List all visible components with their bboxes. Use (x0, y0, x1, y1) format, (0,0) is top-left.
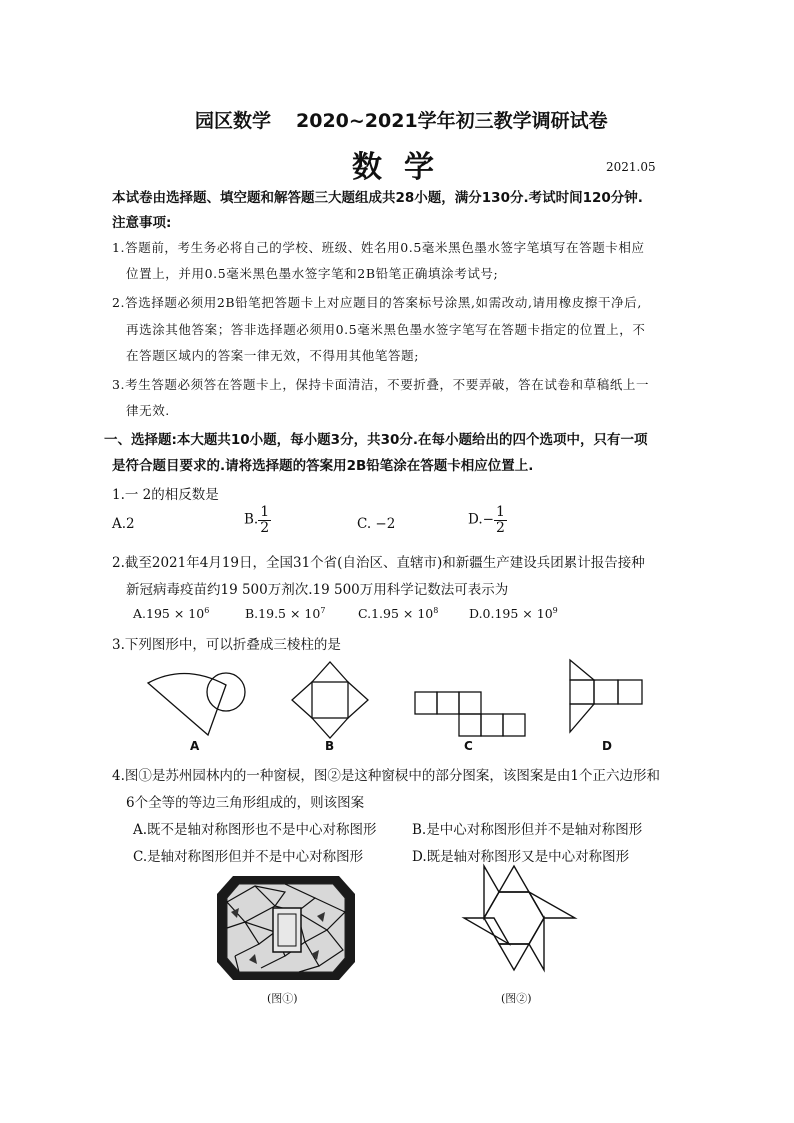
q3-label-b: B (325, 739, 335, 753)
q4-option-d: D.既是轴对称图形又是中心对称图形 (412, 849, 630, 865)
q4-line-1: 4.图①是苏州园林内的一种窗棂，图②是这种窗棂中的部分图案，该图案是由1个正六边形和 (112, 768, 660, 784)
q1-option-b: B. $\frac{1}{2}$ (244, 504, 270, 536)
note-2-line-1: 2.答选择题必须用2B铅笔把答题卡上对应题目的答案标号涂黑,如需改动,请用橡皮擦干净后, (112, 295, 642, 310)
exam-date: 2021.05 (606, 160, 656, 174)
note-3-line-1: 3.考生答题必须答在答题卡上，保持卡面清洁，不要折叠，不要弄破，答在试卷和草稿纸上一 (112, 377, 650, 392)
note-2-line-3: 在答题区域内的答案一律无效，不得用其他笔答题; (126, 348, 420, 363)
exam-title-right: 2020~2021学年初三教学调研试卷 (296, 110, 608, 132)
note-3-line-2: 律无效. (126, 403, 170, 418)
q3-label-a: A (190, 739, 200, 753)
q4-line-2: 6个全等的等边三角形组成的，则该图案 (126, 795, 365, 811)
q4-option-c: C.是轴对称图形但并不是中心对称图形 (133, 849, 364, 865)
q2-option-d: $D.0.195 \times 10^9$ (469, 606, 558, 622)
q3-figure-d (566, 658, 651, 738)
q1-option-c: C. −2 (357, 516, 396, 532)
q2-option-c: $C.1.95 \times 10^8$ (358, 606, 439, 622)
subject-title: 数学 (352, 150, 456, 185)
q3-figure-b (288, 658, 373, 743)
figure-2-caption: (图②) (501, 992, 532, 1005)
q1-option-a: A.2 (112, 516, 135, 532)
q1-stem: 1.一 2的相反数是 (112, 487, 219, 503)
figure-1-caption: (图①) (267, 992, 298, 1005)
section1-line-2: 是符合题目要求的.请将选择题的答案用2B铅笔涂在答题卡相应位置上. (112, 458, 534, 474)
q2-line-2: 新冠病毒疫苗约19 500万剂次.19 500万用科学记数法可表示为 (126, 582, 509, 598)
q1-option-d: D.− $\frac{1}{2}$ (468, 504, 505, 536)
q4-option-a: A.既不是轴对称图形也不是中心对称图形 (133, 822, 377, 838)
exam-title-left: 园区数学 (195, 110, 272, 132)
notes-heading: 注意事项: (112, 215, 172, 231)
section1-line-1: 一、选择题:本大题共10小题，每小题3分，共30分.在每小题给出的四个选项中，只有一项 (104, 432, 648, 448)
q3-label-c: C (464, 739, 473, 753)
exam-intro: 本试卷由选择题、填空题和解答题三大题组成共28小题，满分130分.考试时间120分钟. (112, 190, 643, 206)
window-lattice-photo (215, 872, 357, 984)
q4-option-b: B.是中心对称图形但并不是轴对称图形 (412, 822, 643, 838)
q2-option-a: $A.195 \times 10^6$ (133, 606, 210, 622)
q2-line-1: 2.截至2021年4月19日，全国31个省(自治区、直辖市)和新疆生产建设兵团累计报告接种 (112, 555, 645, 571)
q3-figure-a (140, 665, 250, 740)
q2-option-b: $B.19.5 \times 10^7$ (245, 606, 326, 622)
note-2-line-2: 再选涂其他答案；答非选择题必须用0.5毫米黑色墨水签字笔写在答题卡指定的位置上，不 (126, 322, 646, 337)
q3-stem: 3.下列图形中，可以折叠成三棱柱的是 (112, 637, 341, 653)
hexagon-triangle-pattern (462, 865, 580, 983)
q3-figure-c (413, 690, 528, 738)
note-1-line-1: 1.答题前，考生务必将自己的学校、班级、姓名用0.5毫米黑色墨水签字笔填写在答题卡相应 (112, 240, 645, 255)
note-1-line-2: 位置上，并用0.5毫米黑色墨水签字笔和2B铅笔正确填涂考试号; (126, 266, 499, 281)
q3-label-d: D (602, 739, 612, 753)
